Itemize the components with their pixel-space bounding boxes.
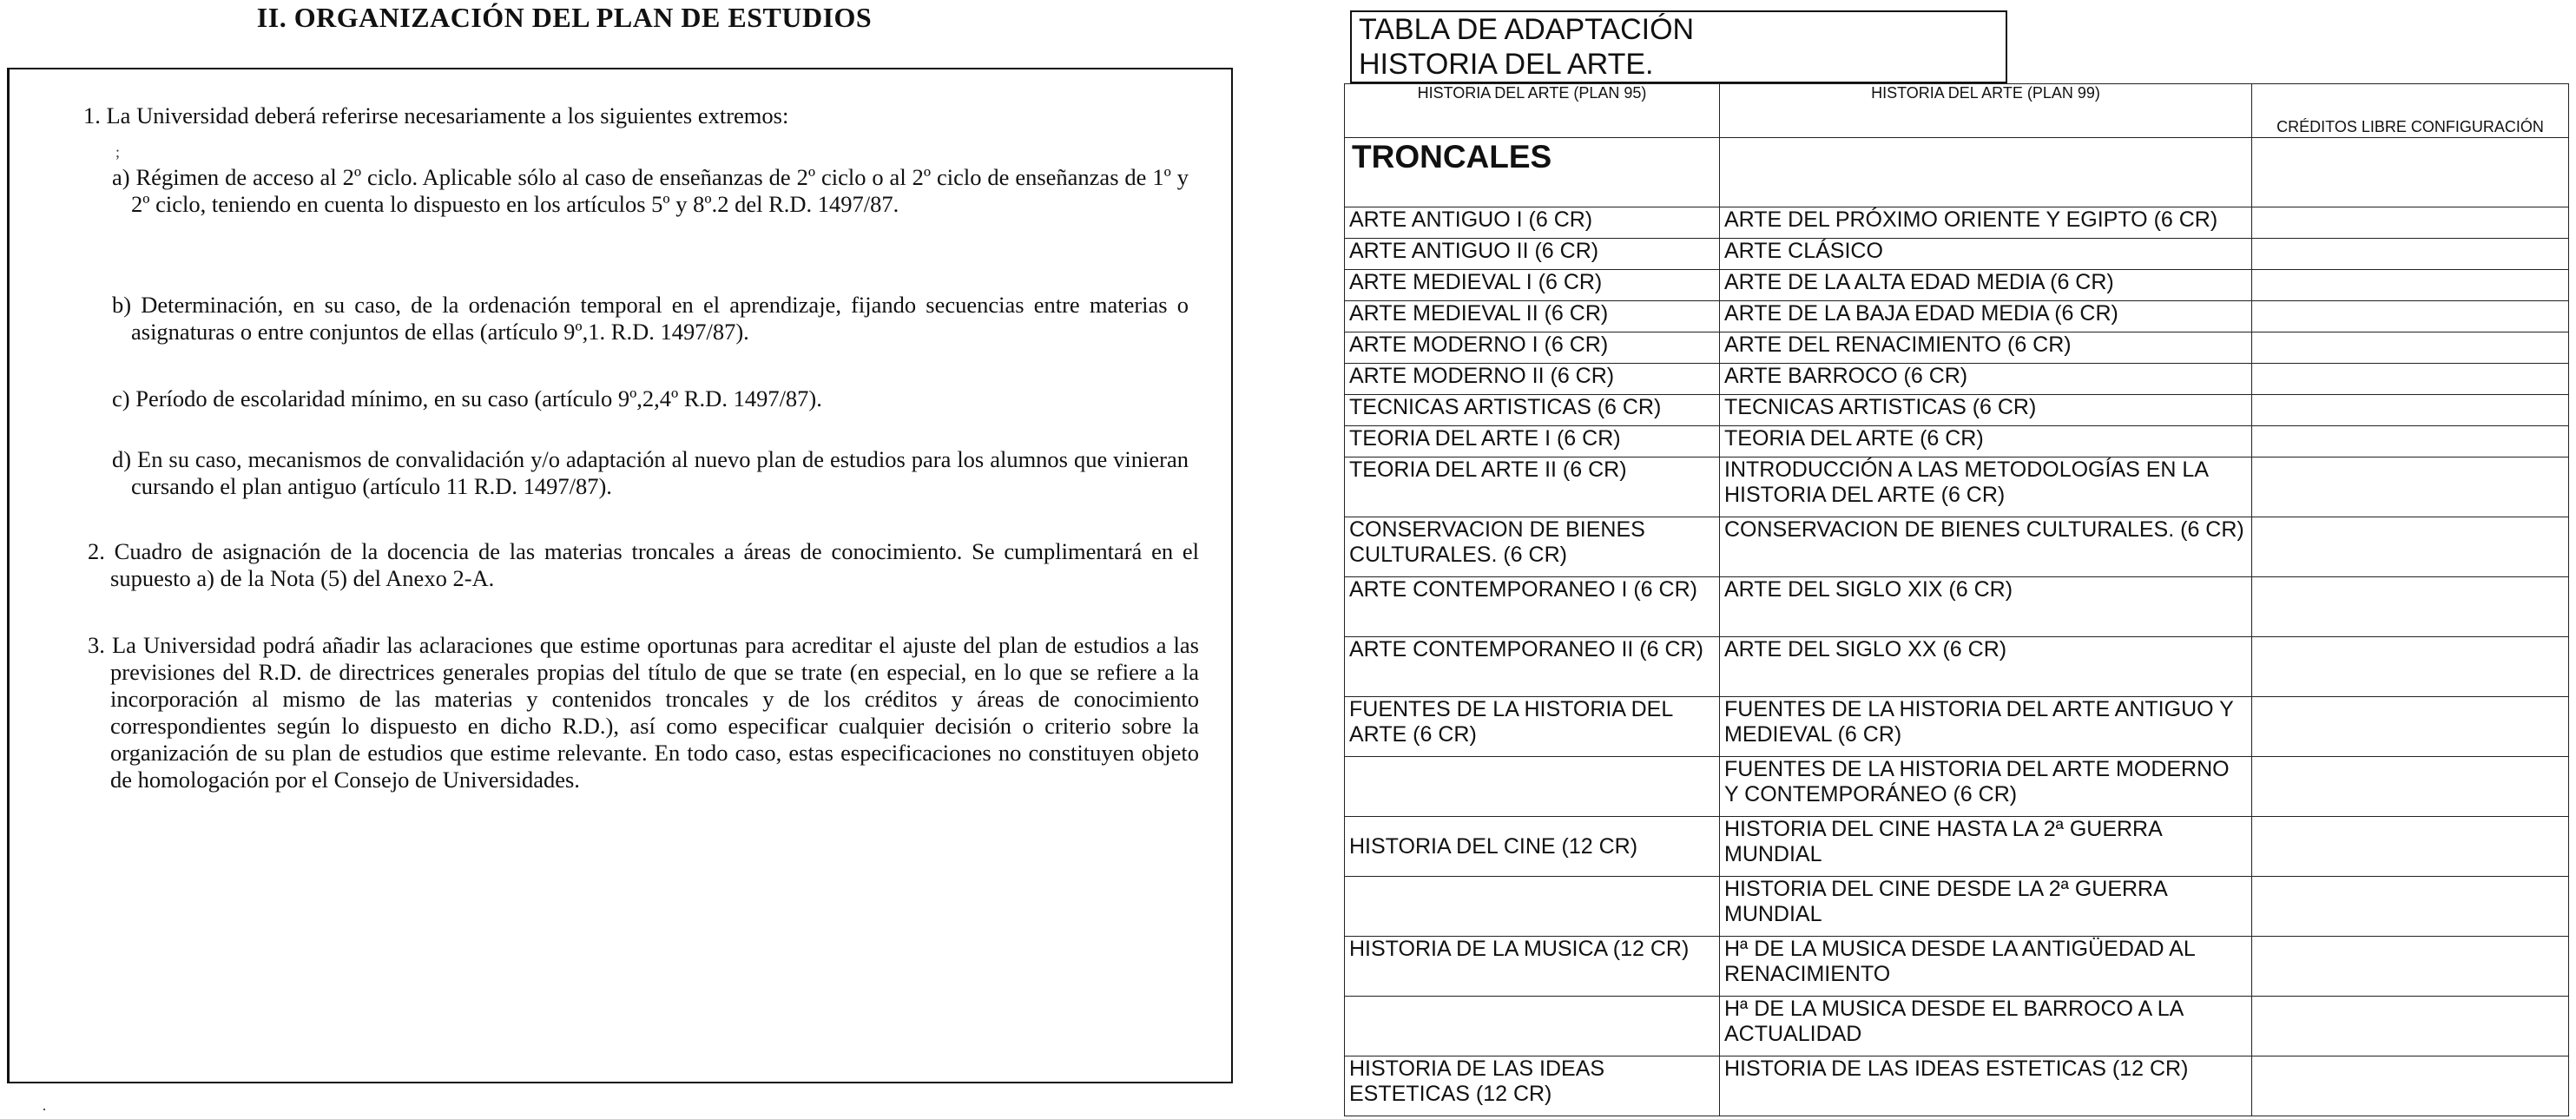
plan95-cell: TECNICAS ARTISTICAS (6 CR) [1345,395,1720,426]
libre-cell [2252,937,2569,997]
scan-mark: · [42,1101,47,1118]
column-header-plan95: HISTORIA DEL ARTE (PLAN 95) [1345,84,1720,138]
libre-cell [2252,877,2569,937]
table-title-box [1350,10,2007,83]
plan95-cell [1345,877,1720,937]
table-row [1345,517,2569,577]
plan99-cell: FUENTES DE LA HISTORIA DEL ARTE ANTIGUO Y MEDIEVAL (6 CR) [1720,697,2252,757]
plan99-cell: INTRODUCCIÓN A LAS METODOLOGÍAS EN LA HISTORIA DEL ARTE (6 CR) [1720,457,2252,517]
libre-cell [2252,364,2569,395]
table-cell [2252,138,2569,207]
item-1b: b) Determinación, en su caso, de la ordenación temporal en el aprendizaje, fijando secuencias entre materias o asignaturas o entre conjuntos de ellas (artículo 9º,1. R.D. 1497/87). [112,292,1189,345]
table-row [1345,637,2569,697]
table-row [1345,757,2569,817]
table-row [1345,332,2569,364]
plan95-cell: HISTORIA DEL CINE (12 CR) [1345,817,1720,877]
plan99-cell: TECNICAS ARTISTICAS (6 CR) [1720,395,2252,426]
plan95-cell: ARTE CONTEMPORANEO II (6 CR) [1345,637,1720,697]
plan95-cell: ARTE MODERNO I (6 CR) [1345,332,1720,364]
item-3: 3. La Universidad podrá añadir las aclaraciones que estime oportunas para acreditar el ajuste del plan de estudios a las previsiones del R.D. de directrices generales propias del título de que se trate (en especial, en lo que se refiere a la incorporación al mismo de las materias y contenidos troncales y de los créditos y áreas de conocimiento correspondientes según lo dispuesto en dicho R.D.), así como especificar cualquier decisión o criterio sobre la organización de su plan de estudios que estime relevante. En todo caso, estas especificaciones no constituyen objeto de homologación por el Consejo de Universidades. [88,632,1199,793]
plan95-cell [1345,997,1720,1056]
libre-cell [2252,207,2569,239]
table-row [1345,1056,2569,1116]
table-row [1345,577,2569,637]
plan99-cell: ARTE DE LA ALTA EDAD MEDIA (6 CR) [1720,270,2252,301]
table-row [1345,239,2569,270]
plan95-cell: TEORIA DEL ARTE I (6 CR) [1345,426,1720,457]
libre-cell [2252,395,2569,426]
table-row [1345,364,2569,395]
plan95-cell: TEORIA DEL ARTE II (6 CR) [1345,457,1720,517]
item-2: 2. Cuadro de asignación de la docencia de las materias troncales a áreas de conocimiento. Se cumplimentará en el supuesto a) de la Nota (5) del Anexo 2-A. [88,538,1199,591]
plan99-cell: CONSERVACION DE BIENES CULTURALES. (6 CR) [1720,517,2252,577]
plan99-cell: TEORIA DEL ARTE (6 CR) [1720,426,2252,457]
plan95-cell: ARTE ANTIGUO I (6 CR) [1345,207,1720,239]
plan99-cell: ARTE DEL SIGLO XX (6 CR) [1720,637,2252,697]
table-row [1345,817,2569,877]
plan99-cell: HISTORIA DEL CINE HASTA LA 2ª GUERRA MUNDIAL [1720,817,2252,877]
libre-cell [2252,270,2569,301]
plan95-cell: ARTE CONTEMPORANEO I (6 CR) [1345,577,1720,637]
table-row [1345,877,2569,937]
plan95-cell: ARTE MODERNO II (6 CR) [1345,364,1720,395]
libre-cell [2252,332,2569,364]
plan95-cell: CONSERVACION DE BIENES CULTURALES. (6 CR) [1345,517,1720,577]
table-row [1345,207,2569,239]
table-cell [1720,138,2252,207]
plan99-cell: ARTE DE LA BAJA EDAD MEDIA (6 CR) [1720,301,2252,332]
table-row [1345,270,2569,301]
libre-cell [2252,997,2569,1056]
plan95-cell: FUENTES DE LA HISTORIA DEL ARTE (6 CR) [1345,697,1720,757]
libre-cell [2252,757,2569,817]
table-row [1345,937,2569,997]
item-1: 1. La Universidad deberá referirse necesariamente a los siguientes extremos: [83,102,789,128]
plan95-cell: HISTORIA DE LA MUSICA (12 CR) [1345,937,1720,997]
plan99-cell: HISTORIA DE LAS IDEAS ESTETICAS (12 CR) [1720,1056,2252,1116]
libre-cell [2252,817,2569,877]
libre-cell [2252,697,2569,757]
table-title-line1: TABLA DE ADAPTACIÓN [1359,13,1695,46]
plan99-cell: Hª DE LA MUSICA DESDE LA ANTIGÜEDAD AL RENACIMIENTO [1720,937,2252,997]
plan95-cell: ARTE ANTIGUO II (6 CR) [1345,239,1720,270]
table-title-line2: HISTORIA DEL ARTE. [1359,48,1654,81]
plan99-cell: ARTE DEL RENACIMIENTO (6 CR) [1720,332,2252,364]
libre-cell [2252,426,2569,457]
plan99-cell: HISTORIA DEL CINE DESDE LA 2ª GUERRA MUNDIAL [1720,877,2252,937]
libre-cell [2252,577,2569,637]
plan99-cell: ARTE CLÁSICO [1720,239,2252,270]
adaptation-table [1344,83,2569,1116]
section-title: II. ORGANIZACIÓN DEL PLAN DE ESTUDIOS [256,2,873,33]
plan95-cell: ARTE MEDIEVAL II (6 CR) [1345,301,1720,332]
plan99-cell: FUENTES DE LA HISTORIA DEL ARTE MODERNO Y CONTEMPORÁNEO (6 CR) [1720,757,2252,817]
item-1a: a) Régimen de acceso al 2º ciclo. Aplicable sólo al caso de enseñanzas de 2º ciclo o al 2º ciclo de enseñanzas de 1º y 2º ciclo, teniendo en cuenta lo dispuesto en los artículos 5º y 8º.2 del R.D. 1497/87. [112,164,1189,217]
libre-cell [2252,457,2569,517]
table-row [1345,395,2569,426]
libre-cell [2252,301,2569,332]
plan99-cell: Hª DE LA MUSICA DESDE EL BARROCO A LA ACTUALIDAD [1720,997,2252,1056]
libre-cell [2252,239,2569,270]
plan95-cell: HISTORIA DE LAS IDEAS ESTETICAS (12 CR) [1345,1056,1720,1116]
item-1d: d) En su caso, mecanismos de convalidación y/o adaptación al nuevo plan de estudios para los alumnos que vinieran cursando el plan antiguo (artículo 11 R.D. 1497/87). [112,446,1189,499]
table-header-row [1345,84,2569,138]
plan95-cell [1345,757,1720,817]
scan-mark: ; [115,143,121,161]
table-row [1345,301,2569,332]
plan99-cell: ARTE DEL SIGLO XIX (6 CR) [1720,577,2252,637]
section-row [1345,138,2569,207]
column-header-libre: CRÉDITOS LIBRE CONFIGURACIÓN [2252,84,2569,138]
item-1c: c) Período de escolaridad mínimo, en su caso (artículo 9º,2,4º R.D. 1497/87). [112,385,822,411]
plan95-cell: ARTE MEDIEVAL I (6 CR) [1345,270,1720,301]
plan99-cell: ARTE BARROCO (6 CR) [1720,364,2252,395]
libre-cell [2252,637,2569,697]
instructions-box [7,68,1233,1083]
table-row [1345,697,2569,757]
libre-cell [2252,1056,2569,1116]
table-row [1345,997,2569,1056]
table-row [1345,457,2569,517]
section-label: TRONCALES [1345,138,1720,207]
table-row [1345,426,2569,457]
libre-cell [2252,517,2569,577]
column-header-plan99: HISTORIA DEL ARTE (PLAN 99) [1720,84,2252,138]
plan99-cell: ARTE DEL PRÓXIMO ORIENTE Y EGIPTO (6 CR) [1720,207,2252,239]
